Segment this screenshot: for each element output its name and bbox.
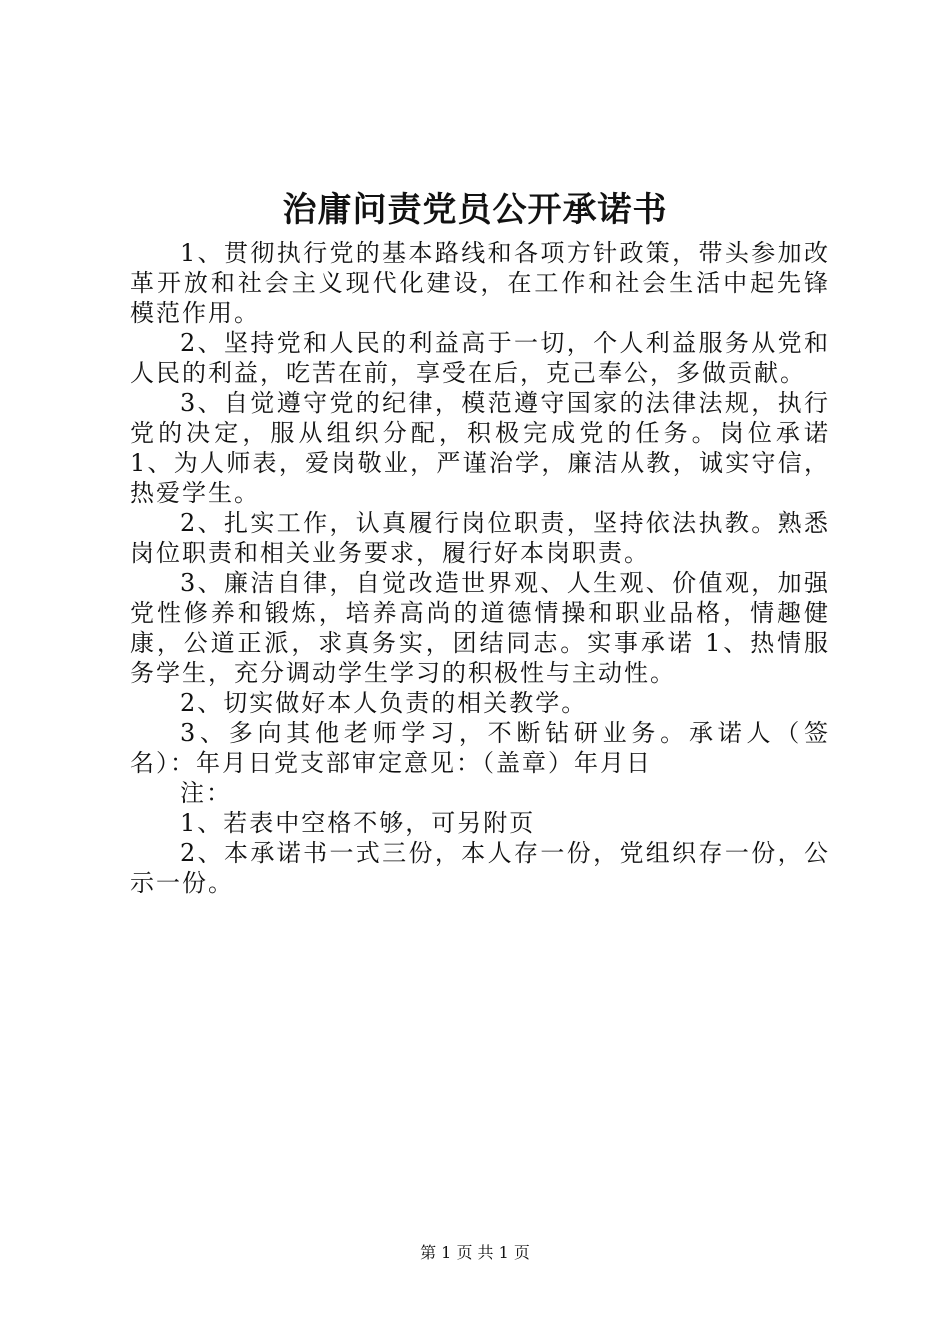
paragraph-2: 2、坚持党和人民的利益高于一切，个人利益服务从党和人民的利益，吃苦在前，享受在后，克己奉公，多做贡献。 [130, 329, 830, 387]
paragraph-7: 3、多向其他老师学习，不断钻研业务。承诺人（签名）：年月日党支部审定意见：（盖章）年月日 [130, 719, 830, 777]
paragraph-5: 3、廉洁自律，自觉改造世界观、人生观、价值观，加强党性修养和锻炼，培养高尚的道德情操和职业品格，情趣健康，公道正派，求真务实，团结同志。实事承诺 1、热情服务学生，充分调动学生学习的积极性与主动性。 [130, 569, 830, 687]
note-item-1: 1、若表中空格不够，可另附页 [180, 809, 536, 837]
document-body [130, 238, 830, 898]
page-title: 治庸问责党员公开承诺书 [282, 190, 668, 230]
paragraph-6: 2、切实做好本人负责的相关教学。 [180, 689, 588, 717]
note-heading: 注： [180, 779, 232, 807]
paragraph-4: 2、扎实工作，认真履行岗位职责，坚持依法执教。熟悉岗位职责和相关业务要求，履行好本岗职责。 [130, 509, 830, 567]
paragraph-3: 3、自觉遵守党的纪律，模范遵守国家的法律法规，执行党的决定，服从组织分配，积极完成党的任务。岗位承诺 1、为人师表，爱岗敬业，严谨治学，廉洁从教，诚实守信，热爱学生。 [130, 389, 830, 507]
paragraph-1: 1、贯彻执行党的基本路线和各项方针政策，带头参加改革开放和社会主义现代化建设，在工作和社会生活中起先锋模范作用。 [130, 239, 830, 327]
note-item-2: 2、本承诺书一式三份，本人存一份，党组织存一份，公示一份。 [130, 839, 830, 897]
page-footer: 第 1 页 共 1 页 [420, 1243, 530, 1262]
